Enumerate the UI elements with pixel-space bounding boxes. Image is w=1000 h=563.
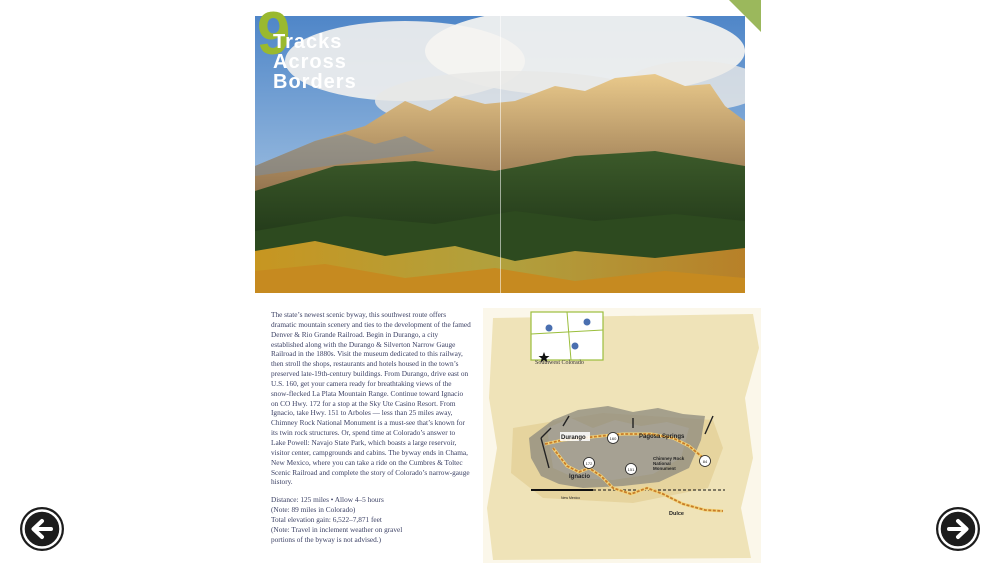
trip-facts: [271, 495, 471, 544]
chapter-number: 9: [257, 0, 291, 67]
article-paragraph: The state’s newest scenic byway, this southwest route offers dramatic mountain scenery and ties to the development of the famed Denver & Rio Grande Railroad. Begin in Durango, a city established along with the Durango & Silverton Narrow Gauge Railroad in the 1880s. Visit the museum dedicated to this railway, then stroll the shops, restaurants and hotels housed in the town’s preserved late-19th-century buildings. From Durango, drive east on U.S. 160, get your camera ready for breathtaking views of the snow-flecked La Plata Mountain Range. Continue toward Ignacio on CO Hwy. 172 for a stop at the Sky Ute Casino Resort. From Ignacio, take Hwy. 151 to Arboles — less than 25 miles away, Chimney Rock National Monument is a must-see that’s known for its twin rock structures. Or, spend time at Colorado’s answer to Lake Powell: Navajo State Park, which boasts a large reservoir, visitor center, campgrounds and cabins. The byway ends in Chama, New Mexico, where you can take a ride on the Cumbres & Toltec Scenic Railroad and complete the story of Colorado’s narrow-gauge history.: [271, 310, 471, 487]
title-line: Tracks: [273, 31, 343, 53]
magazine-page: [255, 0, 761, 563]
highway-shield-icon: [700, 456, 711, 467]
map-label-new-mexico: New Mexico: [561, 496, 581, 500]
highway-shield-icon: [626, 464, 637, 475]
title-line: Borders: [273, 71, 357, 93]
map-label-chimney: Chimney Rock: [653, 456, 685, 461]
title-line: Across: [273, 51, 347, 73]
map-label-chimney: National: [653, 461, 671, 466]
map-label-pagosa: Pagosa Springs: [639, 434, 685, 440]
shield-label: 172: [585, 461, 593, 466]
shield-label: 84: [702, 459, 708, 464]
next-page-button[interactable]: [936, 507, 980, 551]
fact-line: portions of the byway is not advised.): [271, 534, 382, 544]
shield-label: 151: [627, 467, 635, 472]
fact-line: (Note: 89 miles in Colorado): [271, 505, 356, 515]
previous-page-button[interactable]: [20, 507, 64, 551]
map-label-ignacio: Ignacio: [569, 474, 591, 480]
highway-shield-icon: [584, 458, 595, 469]
page-fold: [500, 16, 501, 293]
map-label-chimney: Monument: [653, 466, 676, 471]
arrow-right-icon: [936, 507, 980, 551]
fact-line: Distance: 125 miles • Allow 4–5 hours: [271, 495, 384, 505]
page-title: [273, 32, 357, 92]
shield-label: 160: [609, 436, 617, 441]
fact-line: Total elevation gain: 6,522–7,871 feet: [271, 514, 382, 524]
arrow-left-icon: [20, 507, 64, 551]
highway-shield-icon: [608, 433, 619, 444]
map-label-durango: Durango: [561, 435, 586, 441]
inset-map-caption: Southwest Colorado: [535, 360, 584, 366]
article-text: [271, 310, 471, 544]
route-map: [483, 308, 761, 563]
fact-line: (Note: Travel in inclement weather on gravel: [271, 524, 403, 534]
map-label-dulce: Dulce: [669, 511, 684, 517]
